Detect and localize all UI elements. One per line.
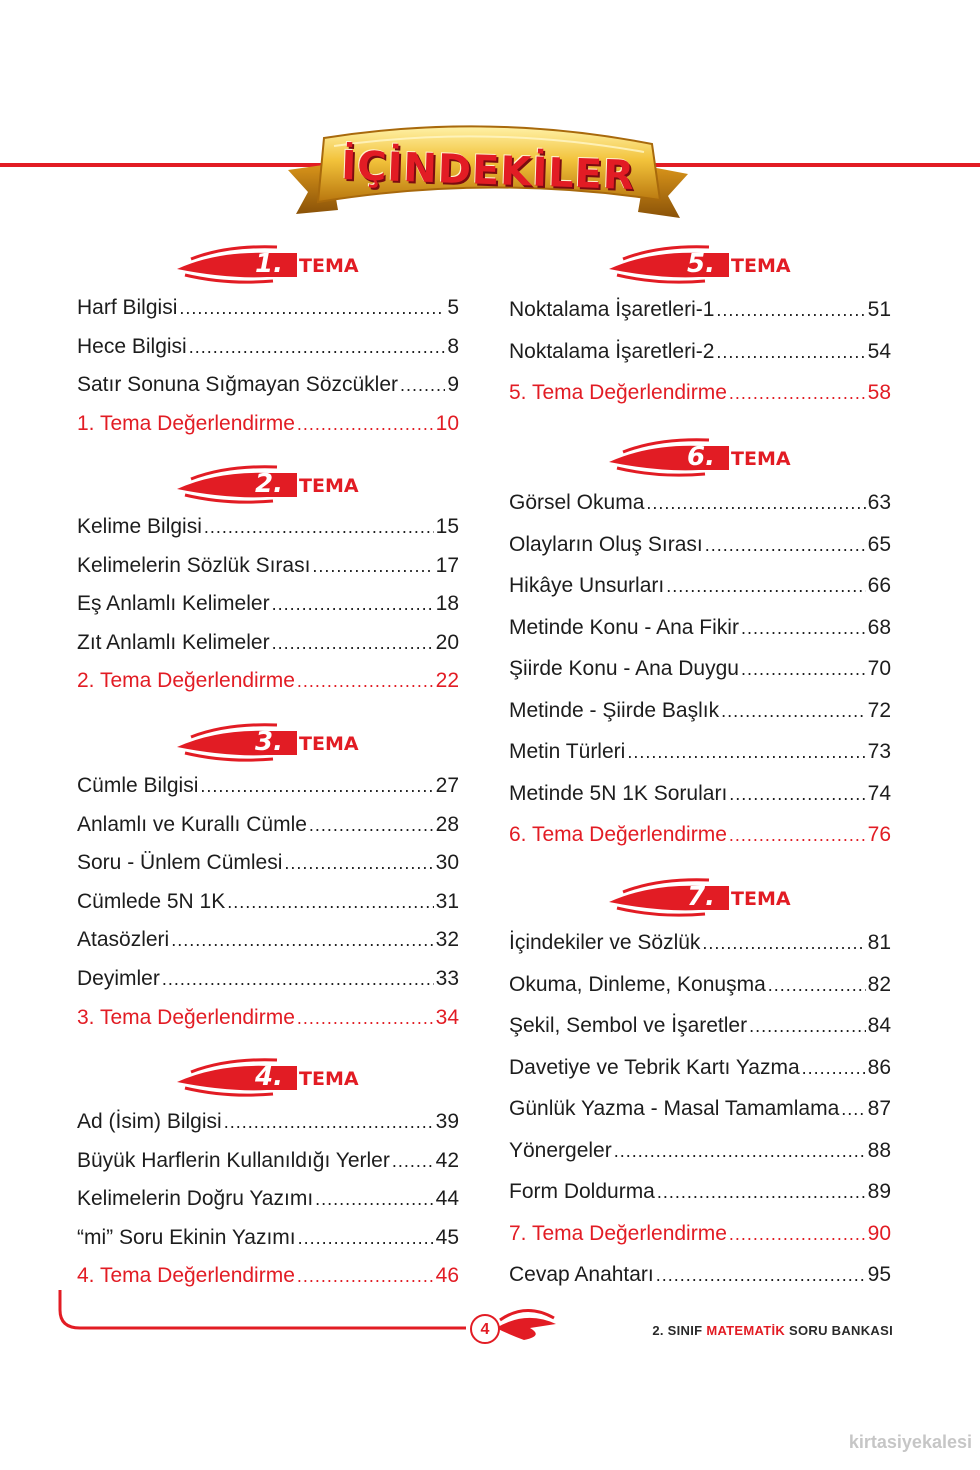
toc-entry-page: 33 <box>435 967 459 990</box>
book-title <box>652 1323 893 1338</box>
tema-number: 1. <box>255 249 283 279</box>
toc-entry[interactable] <box>77 925 459 955</box>
toc-entry-title: 4. Tema Değerlendirme <box>77 1264 295 1288</box>
toc-entry-title: 2. Tema Değerlendirme <box>77 669 295 693</box>
toc-entry-page: 30 <box>435 851 459 875</box>
page-number: 4 <box>470 1314 500 1344</box>
toc-leader-dots <box>179 293 445 323</box>
toc-entry-title: Hece Bilgisi <box>77 334 187 358</box>
toc-entry-title: Eş Anlamlı Kelimeler <box>77 592 270 616</box>
toc-entry[interactable] <box>509 820 891 850</box>
toc-leader-dots <box>614 1136 866 1166</box>
toc-entry-title: 5. Tema Değerlendirme <box>509 381 727 404</box>
toc-entry-title: Şiirde Konu - Ana Duygu <box>509 657 739 680</box>
toc-entry[interactable] <box>77 887 459 917</box>
page-title: İÇİNDEKİLER <box>340 142 636 200</box>
book-title-suffix: SORU BANKASI <box>789 1323 893 1338</box>
toc-leader-dots <box>657 1177 866 1207</box>
toc-entry-title: Ad (İsim) Bilgisi <box>77 1110 222 1133</box>
toc-entry-title: 7. Tema Değerlendirme <box>509 1221 727 1245</box>
toc-entry[interactable] <box>77 370 459 400</box>
toc-leader-dots <box>297 1261 434 1291</box>
toc-entry[interactable] <box>77 628 459 658</box>
toc-entry-page: 17 <box>435 553 459 577</box>
toc-leader-dots <box>702 928 865 958</box>
toc-entry-title: Metinde Konu - Ana Fikir <box>509 615 739 639</box>
toc-entry[interactable] <box>509 530 891 560</box>
toc-leader-dots <box>716 337 865 367</box>
toc-entry-title: Şekil, Sembol ve İşaretler <box>509 1014 748 1037</box>
toc-entry-page: 9 <box>447 373 459 397</box>
toc-entry[interactable] <box>509 1094 891 1124</box>
toc-entry-title: Yönergeler <box>509 1138 612 1162</box>
toc-leader-dots <box>309 810 434 840</box>
toc-leader-dots <box>392 1146 434 1176</box>
toc-leader-dots <box>297 409 434 439</box>
toc-entry[interactable] <box>509 1260 891 1290</box>
toc-entry-title: Noktalama İşaretleri-2 <box>509 339 715 363</box>
toc-entry[interactable] <box>509 1136 891 1166</box>
toc-entry-page: 87 <box>867 1097 891 1120</box>
toc-entry-page: 5 <box>447 296 459 319</box>
toc-entry-page: 76 <box>867 823 891 846</box>
toc-entry-page: 10 <box>435 411 459 435</box>
book-title-prefix: 2. SINIF <box>652 1323 703 1338</box>
toc-leader-dots <box>315 1184 433 1214</box>
toc-entry-title: Cevap Anahtarı <box>509 1263 654 1286</box>
toc-entry[interactable] <box>509 737 891 767</box>
toc-entry-title: İçindekiler ve Sözlük <box>509 931 701 954</box>
toc-leader-dots <box>312 551 433 581</box>
toc-leader-dots <box>721 696 866 726</box>
tema-heading <box>77 245 459 285</box>
toc-entry-page: 42 <box>435 1148 459 1172</box>
toc-entry-title: Hikâye Unsurları <box>509 574 665 597</box>
toc-entry-title: Günlük Yazma - Masal Tamamlama <box>509 1097 840 1120</box>
toc-leader-dots <box>841 1094 865 1124</box>
toc-entry-title: Görsel Okuma <box>509 491 645 514</box>
toc-entry-title: Büyük Harflerin Kullanıldığı Yerler <box>77 1148 390 1172</box>
toc-entry-title: Okuma, Dinleme, Konuşma <box>509 972 766 996</box>
tema-label: TEMA <box>731 888 791 910</box>
toc-entry-title: 3. Tema Değerlendirme <box>77 1005 295 1029</box>
tema-label: TEMA <box>299 1068 359 1090</box>
toc-leader-dots <box>284 848 433 878</box>
toc-entry-title: Harf Bilgisi <box>77 296 178 319</box>
toc-entry-title: Cümlede 5N 1K <box>77 889 226 913</box>
toc-leader-dots <box>224 1107 434 1137</box>
toc-entry-page: 46 <box>435 1264 459 1288</box>
toc-leader-dots <box>749 1011 866 1041</box>
toc-leader-dots <box>627 737 865 767</box>
toc-entry-title: Cümle Bilgisi <box>77 774 199 797</box>
toc-entry-title: Metin Türleri <box>509 740 626 763</box>
toc-leader-dots <box>666 571 865 601</box>
toc-leader-dots <box>729 378 866 408</box>
tema-label: TEMA <box>299 733 359 755</box>
toc-leader-dots <box>162 964 434 994</box>
toc-entry-title: Davetiye ve Tebrik Kartı Yazma <box>509 1055 800 1079</box>
toc-entry-page: 31 <box>435 889 459 913</box>
toc-leader-dots <box>171 925 433 955</box>
toc-leader-dots <box>227 887 433 917</box>
tema-heading <box>509 438 891 478</box>
toc-entry[interactable] <box>77 666 459 696</box>
toc-entry[interactable] <box>509 295 891 325</box>
toc-entry-title: Deyimler <box>77 967 160 990</box>
toc-entry[interactable] <box>509 337 891 367</box>
toc-leader-dots <box>705 530 866 560</box>
toc-entry-page: 45 <box>435 1225 459 1249</box>
toc-entry-title: Metinde - Şiirde Başlık <box>509 698 720 722</box>
tema-number: 6. <box>687 442 715 472</box>
toc-entry-page: 34 <box>435 1005 459 1029</box>
toc-entry-title: Atasözleri <box>77 928 170 952</box>
tema-heading <box>77 1058 459 1098</box>
tema-number: 5. <box>687 249 715 279</box>
toc-entry-page: 39 <box>435 1110 459 1133</box>
toc-entry-page: 74 <box>867 781 891 805</box>
toc-entry[interactable] <box>77 810 459 840</box>
tema-label: TEMA <box>731 448 791 470</box>
toc-leader-dots <box>741 613 866 643</box>
toc-leader-dots <box>741 654 866 684</box>
toc-entry[interactable] <box>77 1184 459 1214</box>
toc-entry-page: 82 <box>867 972 891 996</box>
toc-entry-title: Noktalama İşaretleri-1 <box>509 298 715 321</box>
toc-entry-title: Zıt Anlamlı Kelimeler <box>77 630 270 654</box>
toc-entry[interactable] <box>509 571 891 601</box>
toc-entry[interactable] <box>77 332 459 362</box>
toc-entry-page: 66 <box>867 574 891 597</box>
toc-entry-page: 84 <box>867 1014 891 1037</box>
toc-entry-page: 8 <box>447 334 459 358</box>
toc-entry-page: 86 <box>867 1055 891 1079</box>
toc-entry-title: Kelimelerin Sözlük Sırası <box>77 553 311 577</box>
toc-entry-page: 63 <box>867 491 891 514</box>
toc-leader-dots <box>802 1053 866 1083</box>
toc-leader-dots <box>297 1003 434 1033</box>
toc-entry-title: Satır Sonuna Sığmayan Sözcükler <box>77 373 399 397</box>
toc-entry[interactable] <box>77 964 459 994</box>
footer-frame <box>56 1288 596 1358</box>
toc-entry[interactable] <box>509 613 891 643</box>
toc-entry-title: Metinde 5N 1K Soruları <box>509 781 728 805</box>
tema-label: TEMA <box>731 255 791 277</box>
toc-entry-title: “mi” Soru Ekinin Yazımı <box>77 1225 296 1249</box>
toc-entry-page: 20 <box>435 630 459 654</box>
toc-entry-title: Soru - Ünlem Cümlesi <box>77 851 283 875</box>
tema-number: 3. <box>255 727 283 757</box>
toc-leader-dots <box>768 970 866 1000</box>
toc-entry-title: Form Doldurma <box>509 1180 655 1203</box>
toc-entry[interactable] <box>77 589 459 619</box>
title-banner <box>278 118 698 228</box>
toc-entry-page: 73 <box>867 740 891 763</box>
toc-entry[interactable] <box>77 551 459 581</box>
toc-entry-page: 90 <box>867 1221 891 1245</box>
toc-entry[interactable] <box>509 488 891 518</box>
book-title-subject: MATEMATİK <box>706 1323 786 1338</box>
toc-leader-dots <box>400 370 445 400</box>
toc-leader-dots <box>189 332 446 362</box>
toc-leader-dots <box>656 1260 866 1290</box>
toc-entry-page: 70 <box>867 657 891 680</box>
toc-entry-page: 89 <box>867 1180 891 1203</box>
tema-label: TEMA <box>299 475 359 497</box>
watermark: kirtasiyekalesi <box>848 1432 972 1452</box>
tema-number: 4. <box>255 1062 283 1092</box>
toc-entry-page: 32 <box>435 928 459 952</box>
toc-entry-page: 51 <box>867 298 891 321</box>
toc-entry-page: 81 <box>867 931 891 954</box>
toc-leader-dots <box>200 771 433 801</box>
toc-entry[interactable] <box>509 928 891 958</box>
toc-entry[interactable] <box>509 1053 891 1083</box>
tema-label: TEMA <box>299 255 359 277</box>
toc-entry-page: 65 <box>867 532 891 556</box>
toc-entry-page: 44 <box>435 1187 459 1211</box>
toc-entry[interactable] <box>77 1003 459 1033</box>
toc-entry-title: 6. Tema Değerlendirme <box>509 823 727 846</box>
toc-entry-page: 54 <box>867 339 891 363</box>
toc-entry[interactable] <box>509 378 891 408</box>
toc-leader-dots <box>272 589 434 619</box>
toc-entry-page: 15 <box>435 515 459 538</box>
toc-leader-dots <box>204 512 434 542</box>
toc-leader-dots <box>716 295 865 325</box>
toc-entry-page: 28 <box>435 812 459 836</box>
toc-leader-dots <box>298 1223 434 1253</box>
toc-entry[interactable] <box>77 1223 459 1253</box>
toc-entry[interactable] <box>77 848 459 878</box>
tema-heading <box>509 878 891 918</box>
toc-entry-title: 1. Tema Değerlendirme <box>77 411 295 435</box>
toc-entry[interactable] <box>77 293 459 323</box>
toc-entry-title: Kelimelerin Doğru Yazımı <box>77 1187 314 1211</box>
toc-entry[interactable] <box>509 696 891 726</box>
toc-entry-title: Olayların Oluş Sırası <box>509 532 703 556</box>
toc-entry-page: 58 <box>867 381 891 404</box>
tema-number: 7. <box>687 882 715 912</box>
toc-entry[interactable] <box>509 1219 891 1249</box>
toc-entry-page: 72 <box>867 698 891 722</box>
toc-entry[interactable] <box>77 1261 459 1291</box>
toc-entry-page: 95 <box>867 1263 891 1286</box>
toc-entry[interactable] <box>509 1177 891 1207</box>
tema-heading <box>509 245 891 285</box>
tema-heading <box>77 465 459 505</box>
toc-leader-dots <box>297 666 434 696</box>
toc-entry[interactable] <box>77 1107 459 1137</box>
toc-entry[interactable] <box>509 779 891 809</box>
toc-entry-page: 22 <box>435 669 459 693</box>
toc-leader-dots <box>729 779 865 809</box>
tema-heading <box>77 723 459 763</box>
toc-leader-dots <box>729 820 866 850</box>
toc-entry[interactable] <box>77 1146 459 1176</box>
toc-entry[interactable] <box>509 1011 891 1041</box>
toc-entry[interactable] <box>77 409 459 439</box>
toc-entry-page: 18 <box>435 592 459 616</box>
toc-entry-title: Anlamlı ve Kurallı Cümle <box>77 812 307 836</box>
toc-entry[interactable] <box>509 654 891 684</box>
toc-entry[interactable] <box>77 512 459 542</box>
toc-entry-page: 88 <box>867 1138 891 1162</box>
tema-number: 2. <box>255 469 283 499</box>
toc-entry[interactable] <box>77 771 459 801</box>
toc-entry-page: 68 <box>867 615 891 639</box>
toc-entry[interactable] <box>509 970 891 1000</box>
toc-leader-dots <box>272 628 434 658</box>
toc-entry-title: Kelime Bilgisi <box>77 515 202 538</box>
toc-leader-dots <box>646 488 865 518</box>
toc-leader-dots <box>729 1219 866 1249</box>
toc-entry-page: 27 <box>435 774 459 797</box>
